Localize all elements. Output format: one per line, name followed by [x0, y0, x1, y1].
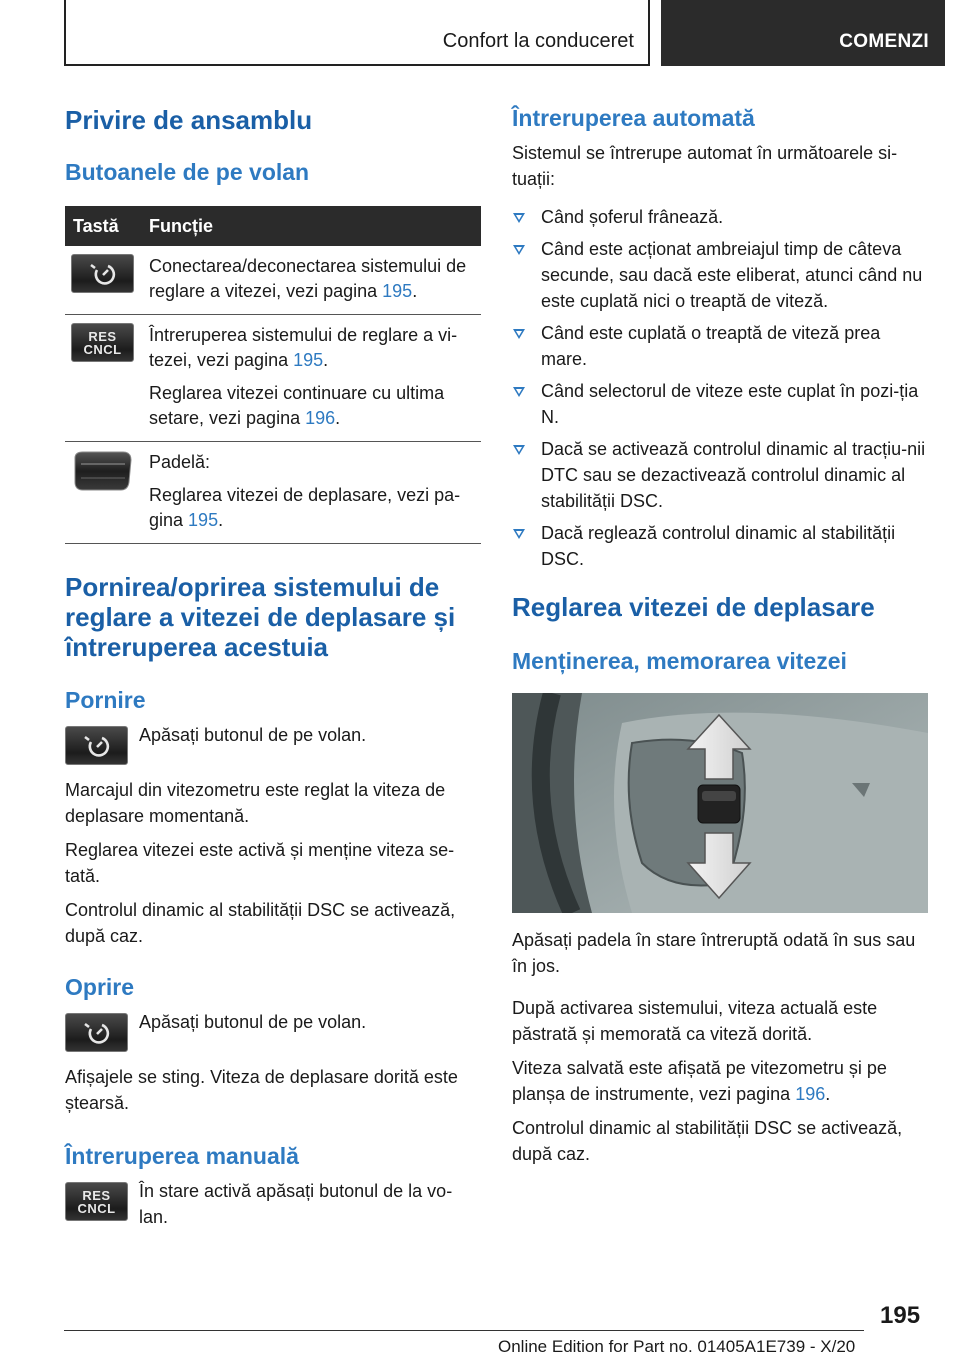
heading-stop: Oprire	[65, 974, 135, 1000]
list-item: Când este acționat ambreiajul timp de câteva secunde, sau dacă este eliberat, atunci când nu este cuplată nici o treaptă de viteză.	[512, 236, 930, 314]
cruise-onoff-key-icon	[65, 1013, 128, 1052]
heading-auto-interrupt: Întreruperea automată	[512, 105, 755, 131]
page-link[interactable]: 196	[305, 408, 336, 428]
table-header-key: Tastă	[65, 206, 141, 246]
triangle-bullet-icon	[513, 245, 525, 255]
heading-on-off: Pornirea/oprirea sistemului de reglare a vitezei de deplasare și întreruperea acestuia	[65, 572, 456, 662]
page-link[interactable]: 195	[188, 510, 219, 530]
list-item: Dacă reglează controlul dinamic al stabilității DSC.	[512, 520, 930, 572]
stop-instruction: Apăsați butonul de pe volan.	[139, 1012, 367, 1032]
page-number: 195	[880, 1302, 921, 1329]
footer-edition: Online Edition for Part no. 01405A1E739 - X/20	[498, 1337, 856, 1356]
page-link[interactable]: 195	[293, 350, 324, 370]
res-cncl-key-icon: RES CNCL	[71, 323, 134, 362]
list-item: Dacă se activează controlul dinamic al tracțiu-nii DTC sau se dezactivează controlul dinamic al stabilității DSC.	[512, 436, 930, 514]
triangle-bullet-icon	[513, 387, 525, 397]
row1-text: Conectarea/deconectarea sistemului de reglare a vitezei, vezi pagina	[149, 256, 467, 301]
list-item: Când șoferul frânează.	[512, 204, 930, 230]
heading-manual-interrupt: Întreruperea manuală	[65, 1143, 299, 1169]
paddle-icon	[71, 450, 134, 492]
row2-text1: Întreruperea sistemului de reglare a vi-tezei, vezi pagina	[149, 325, 458, 370]
table-row: Padelă: Reglarea vitezei de deplasare, vezi pa-gina 195.	[65, 442, 481, 544]
left-column	[65, 100, 481, 1230]
start-instruction: Apăsați butonul de pe volan.	[139, 725, 367, 745]
table-header-function: Funcție	[141, 206, 481, 246]
auto-interrupt-list	[512, 204, 930, 572]
row3-text2: Reglarea vitezei de deplasare, vezi pa-gina	[149, 485, 461, 530]
header-chapter-title: COMENZI	[839, 31, 929, 52]
paddle-paragraph: După activarea sistemului, viteza actuală este păstrată și memorată ca viteză dorită.	[512, 998, 878, 1044]
paddle-paragraph: Apăsați padela în stare întreruptă odată în sus sau în jos.	[512, 930, 916, 976]
list-item: Când este cuplată o treaptă de viteză prea mare.	[512, 320, 930, 372]
table-row: Conectarea/deconectarea sistemului de reglare a vitezei, vezi pagina 195.	[65, 246, 481, 315]
triangle-bullet-icon	[513, 529, 525, 539]
table-row: RES CNCL Întreruperea sistemului de reglare a vi-tezei, vezi pagina 195. Reglarea vitezei continuare cu ultima setare, vezi pagina 196.	[65, 315, 481, 442]
footer-divider	[64, 1330, 864, 1331]
header-section-title: Confort la conduceret	[442, 30, 634, 52]
stop-paragraph: Afișajele se sting. Viteza de deplasare dorită este ștearsă.	[65, 1067, 458, 1113]
start-paragraph: Marcajul din vitezometru este reglat la viteza de deplasare momentană.	[65, 780, 446, 826]
heading-overview: Privire de ansamblu	[65, 105, 313, 135]
triangle-bullet-icon	[513, 213, 525, 223]
paddle-paragraph: Viteza salvată este afișată pe vitezometru și pe planșa de instrumente, vezi pagina 196.	[512, 1058, 887, 1104]
list-item: Când selectorul de viteze este cuplat în pozi-ția N.	[512, 378, 930, 430]
heading-speed-control: Reglarea vitezei de deplasare	[512, 592, 875, 622]
paddle-paragraph: Controlul dinamic al stabilității DSC se activează, după caz.	[512, 1118, 903, 1164]
page-link[interactable]: 195	[382, 281, 413, 301]
triangle-bullet-icon	[513, 445, 525, 455]
buttons-table	[65, 206, 481, 544]
page-link[interactable]: 196	[795, 1084, 826, 1104]
steering-wheel-paddle-image	[512, 693, 928, 913]
res-cncl-key-icon: RES CNCL	[65, 1182, 128, 1221]
cruise-onoff-key-icon	[65, 726, 128, 765]
table-header-row	[65, 206, 481, 246]
triangle-bullet-icon	[513, 329, 525, 339]
row3-text1: Padelă:	[149, 452, 211, 472]
start-paragraph: Reglarea vitezei este activă și menține viteza se-tată.	[65, 840, 455, 886]
heading-steering-buttons: Butoanele de pe volan	[65, 159, 310, 185]
header-chapter-box	[661, 0, 945, 66]
auto-intro: Sistemul se întrerupe automat în următoarele si-tuații:	[512, 143, 898, 189]
manual-instruction: În stare activă apăsați butonul de la vo-lan.	[139, 1181, 453, 1227]
header-section-box	[64, 0, 650, 66]
cruise-onoff-key-icon	[71, 254, 134, 293]
heading-maintain-speed: Menținerea, memorarea vitezei	[512, 648, 847, 674]
row2-text2: Reglarea vitezei continuare cu ultima setare, vezi pagina	[149, 383, 445, 428]
right-column	[512, 100, 930, 1167]
start-paragraph: Controlul dinamic al stabilității DSC se activează, după caz.	[65, 900, 456, 946]
heading-start: Pornire	[65, 687, 146, 713]
